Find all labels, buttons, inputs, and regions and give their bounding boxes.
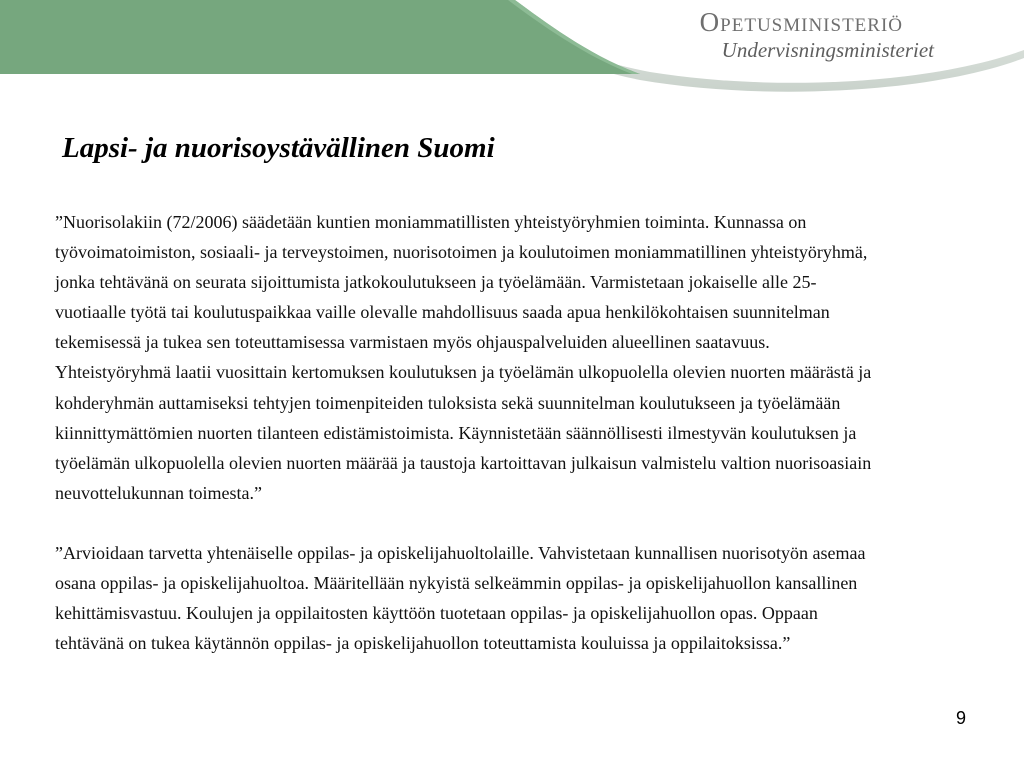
body-paragraph: ”Arvioidaan tarvetta yhtenäiselle oppilas- ja opiskelijahuoltolaille. Vahvistetaan kunnallisen nuorisotyön asemaa osana oppilas- ja opiskelijahuoltoa. Määritellään nykyistä selkeämmin oppilas- ja opiskelijahuollon kansallinen kehittämisvastuu. Koulujen ja oppilaitosten käyttöön tuotetaan oppilas- ja opiskelijahuollon opas. Oppaan tehtävänä on tukea käytännön oppilas- ja opiskelijahuollon toteuttamista kouluissa ja oppilaitoksissa.” (55, 542, 866, 654)
ministry-logo (700, 6, 934, 62)
logo-main-text: Opetusministeriö (699, 7, 904, 37)
page-number: 9 (955, 708, 966, 728)
slide-body (55, 207, 875, 658)
slide-title: Lapsi- ja nuorisoystävällinen Suomi (62, 132, 495, 164)
header-band (0, 0, 1024, 110)
body-paragraph: ”Nuorisolakiin (72/2006) säädetään kuntien moniammatillisten yhteistyöryhmien toiminta. Kunnassa on työvoimatoimiston, sosiaali- ja terveystoimen, nuorisotoimen ja koulutoimen moniammatillinen yhteistyöryhmä, jonka tehtävänä on seurata sijoittumista jatkokoulutukseen ja työelämään. Varmistetaan jokaiselle alle 25-vuotiaalle työtä tai koulutuspaikkaa vaille olevalle mahdollisuus saada apua henkilökohtaisen suunnitelman tekemisessä ja tukea sen toteuttamisessa varmistaen myös ohjauspalveluiden alueellinen saatavuus. Yhteistyöryhmä laatii vuosittain kertomuksen koulutuksen ja työelämän ulkopuolella olevien nuorten määrästä ja kohderyhmän auttamiseksi tehtyjen toimenpiteiden tuloksista sekä suunnitelman koulutukseen ja työelämään kiinnittymättömien nuorten tilanteen edistämistoimista. Käynnistetään säännöllisesti ilmestyvän koulutuksen ja työelämän ulkopuolella olevien nuorten määrää ja taustoja kartoittavan julkaisun valmistelu valtion nuorisoasiain neuvottelukunnan toimesta.” (55, 212, 872, 503)
logo-sub-text: Undervisningsministeriet (721, 38, 934, 62)
